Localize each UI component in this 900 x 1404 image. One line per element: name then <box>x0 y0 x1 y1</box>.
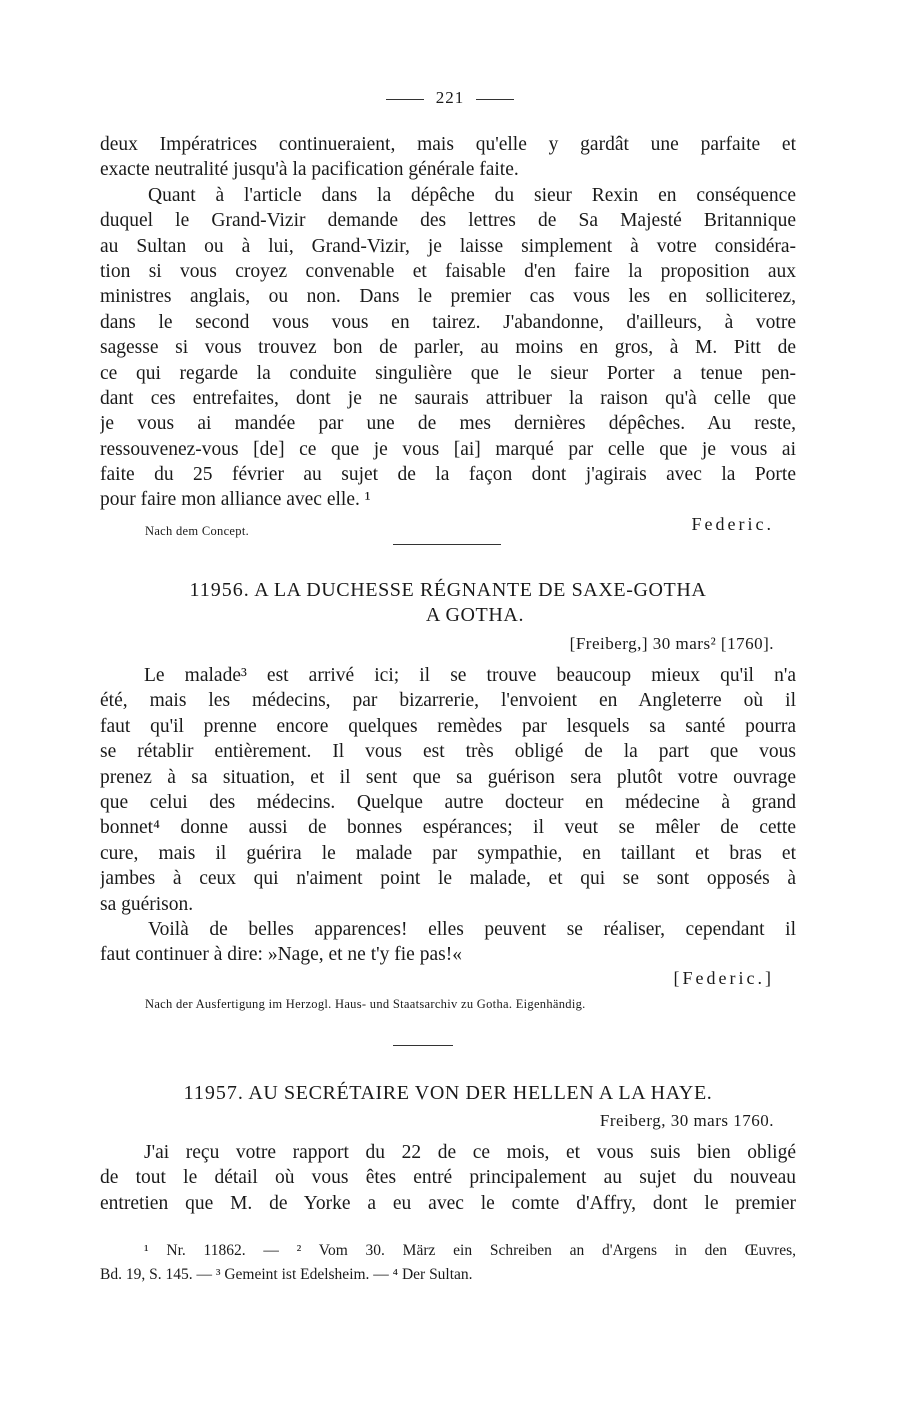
source-note: Nach dem Concept. <box>145 524 250 538</box>
text-line: que celui des médecins. Quelque autre docteur en médecine à grand <box>100 791 796 813</box>
letter-number: 11957. <box>183 1082 244 1104</box>
text-line: deux Impératrices continueraient, mais qu'elle y gardât une parfaite et <box>100 134 796 155</box>
source-note: Nach der Ausfertigung im Herzogl. Haus- und Staatsarchiv zu Gotha. Eigenhändig. <box>145 997 586 1011</box>
text-line: pour faire mon alliance avec elle. ¹ <box>100 489 371 511</box>
text-line: sagesse si vous trouvez bon de parler, au moins en gros, à M. Pitt de <box>100 337 796 359</box>
text-line: exacte neutralité jusqu'à la pacification générale faite. <box>100 159 519 181</box>
letter-recipient-place: A GOTHA. <box>425 604 525 626</box>
signature: [Federic.] <box>673 968 774 988</box>
page-number: 221 <box>435 88 465 107</box>
text-line: ressouvenez-vous [de] ce que je vous [ai] marqué par celle que je vous ai <box>100 438 796 460</box>
text-line: faut continuer à dire: »Nage, et ne t'y fie pas!« <box>100 944 462 966</box>
letter-heading <box>100 1081 796 1106</box>
letter-continuation <box>100 132 796 513</box>
letter-heading <box>100 578 796 628</box>
text-line: dant ces entrefaites, dont je ne saurais attribuer la raison qu'à celle que <box>100 387 796 409</box>
text-line: Le malade³ est arrivé ici; il se trouve beaucoup mieux qu'il n'a <box>144 665 796 686</box>
text-line: faut qu'il prenne encore quelques remèdes par lesquels sa santé pourra <box>100 715 796 737</box>
section-divider <box>393 1045 453 1046</box>
letter-date: [Freiberg,] 30 mars² [1760]. <box>569 634 774 653</box>
text-line: se rétablir entièrement. Il vous est très obligé de la part que vous <box>100 741 796 763</box>
text-line: J'ai reçu votre rapport du 22 de ce mois, et vous suis bien obligé <box>144 1142 796 1163</box>
text-line: entretien que M. de Yorke a eu avec le comte d'Affry, dont le premier <box>100 1192 796 1214</box>
footnotes <box>100 1239 796 1287</box>
footnote-line: ¹ Nr. 11862. — ² Vom 30. März ein Schreiben an d'Argens in den Œuvres, <box>144 1242 796 1259</box>
letter-body <box>100 1140 796 1216</box>
text-line: Voilà de belles apparences! elles peuvent se réaliser, cependant il <box>148 918 796 940</box>
text-line: bonnet⁴ donne aussi de bonnes espérances; il veut se mêler de cette <box>100 817 796 839</box>
text-line: été, mais les médecins, par bizarrerie, l'envoient en Angleterre où il <box>100 690 796 712</box>
letter-recipient: A LA DUCHESSE RÉGNANTE DE SAXE-GOTHA <box>254 579 707 601</box>
text-line: de tout le détail où vous êtes entré principalement au sujet du nouveau <box>100 1167 796 1189</box>
text-line: duquel le Grand-Vizir demande des lettres de Sa Majesté Britannique <box>100 210 796 232</box>
text-line: dans le second vous vous en tairez. J'abandonne, d'ailleurs, à votre <box>100 311 796 333</box>
page-header <box>0 88 900 108</box>
header-dash-right <box>476 99 514 100</box>
text-line: ministres anglais, ou non. Dans le premier cas vous les en solliciterez, <box>100 286 796 308</box>
letter-recipient: AU SECRÉTAIRE VON DER HELLEN A LA HAYE. <box>248 1082 713 1104</box>
letter-body <box>100 663 796 968</box>
text-line: cure, mais il guérira le malade par sympathie, en taillant et bras et <box>100 842 796 864</box>
letter-number: 11956. <box>189 579 250 601</box>
footnote-line: Bd. 19, S. 145. — ³ Gemeint ist Edelsheim. — ⁴ Der Sultan. <box>100 1266 473 1283</box>
text-line: faite du 25 février au sujet de la façon dont j'agirais avec la Porte <box>100 464 796 486</box>
text-line: au Sultan ou à lui, Grand-Vizir, je laisse simplement à votre considéra- <box>100 235 796 257</box>
text-line: ce qui regarde la conduite singulière que le sieur Porter a tenue pen- <box>100 362 796 384</box>
text-line: sa guérison. <box>100 893 194 915</box>
section-divider <box>393 544 501 545</box>
text-line: tion si vous croyez convenable et faisable d'en faire la proposition aux <box>100 260 796 282</box>
letter-date: Freiberg, 30 mars 1760. <box>599 1111 774 1130</box>
header-dash-left <box>386 99 424 100</box>
text-line: prenez à sa situation, et il sent que sa guérison sera plutôt votre ouvrage <box>100 766 796 788</box>
text-line: jambes à ceux qui n'aiment point le malade, et qui se sont opposés à <box>100 868 796 890</box>
text-line: Quant à l'article dans la dépêche du sieur Rexin en conséquence <box>148 184 796 206</box>
text-line: je vous ai mandée par une de mes dernières dépêches. Au reste, <box>100 413 796 435</box>
signature: Federic. <box>691 514 774 534</box>
